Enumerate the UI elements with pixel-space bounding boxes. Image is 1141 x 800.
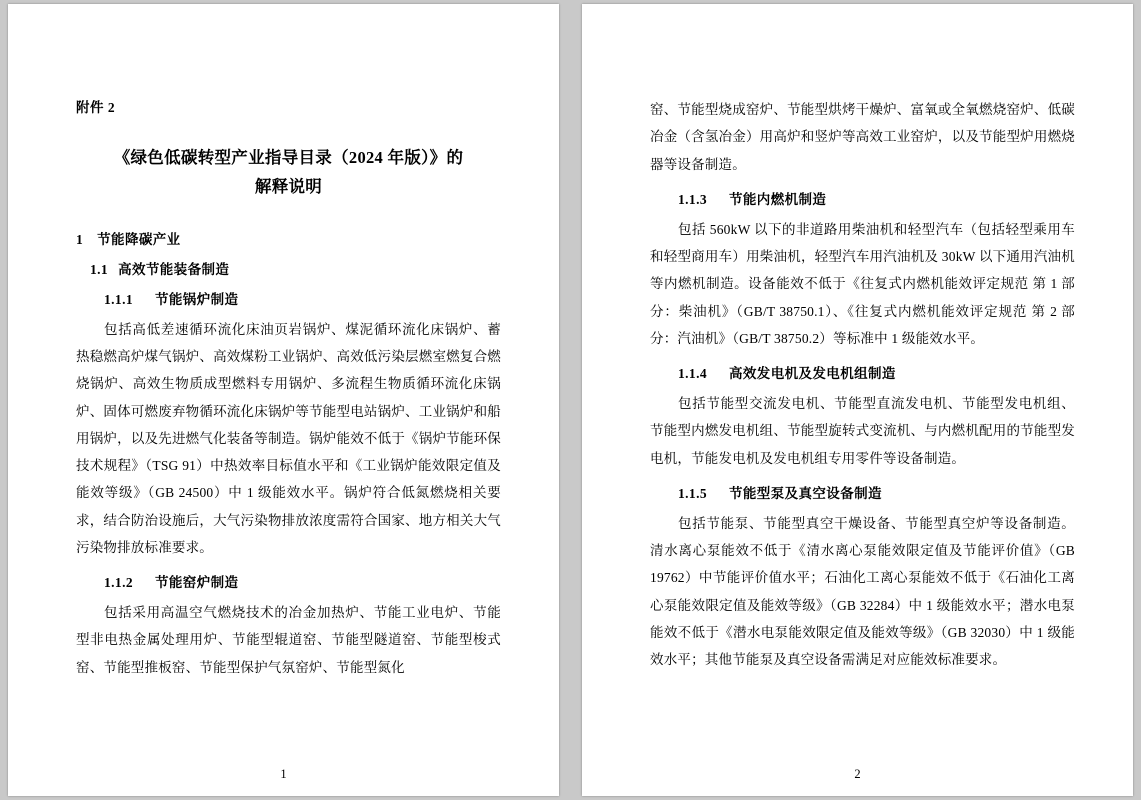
- heading-1-text: 节能降碳产业: [97, 231, 181, 247]
- document-page-2: [582, 4, 1133, 796]
- document-title-line-1: 《绿色低碳转型产业指导目录（2024 年版）》的: [113, 148, 464, 167]
- heading-3-number-112: 1.1.2: [104, 575, 133, 591]
- heading-level-3-112: [76, 571, 501, 591]
- paragraph-111: 包括高低差速循环流化床油页岩锅炉、煤泥循环流化床锅炉、蓄热稳燃高炉煤气锅炉、高效煤粉工业锅炉、高效低污染层燃室燃复合燃烧锅炉、高效生物质成型燃料专用锅炉、多流程生物质循环流化床锅炉、固体可燃废弃物循环流化床锅炉等节能型电站锅炉、工业锅炉和船用锅炉，以及先进燃气化装备等制造。锅炉能效不低于《锅炉节能环保技术规程》（TSG 91）中热效率目标值水平和《工业锅炉能效限定值及能效等级》（GB 24500）中 1 级能效水平。锅炉符合低氮燃烧相关要求，结合防治设施后，大气污染物排放浓度需符合国家、地方相关大气污染物排放标准要求。: [76, 321, 501, 555]
- heading-level-3-114: [650, 362, 1075, 382]
- heading-2-number: 1.1: [90, 261, 109, 277]
- page-2-number: 2: [854, 767, 861, 781]
- heading-3-text-113: 节能内燃机制造: [729, 191, 827, 207]
- paragraph-114: 包括节能型交流发电机、节能型直流发电机、节能型发电机组、节能型内燃发电机组、节能型旋转式变流机、与内燃机配用的节能型发电机，节能发电机及发电机组专用零件等设备制造。: [650, 396, 1075, 466]
- heading-1-number: 1: [76, 231, 84, 247]
- heading-3-number-114: 1.1.4: [678, 366, 707, 382]
- heading-2-text: 高效节能装备制造: [118, 261, 230, 277]
- heading-3-text-112: 节能窑炉制造: [155, 575, 239, 591]
- heading-3-text-115: 节能型泵及真空设备制造: [729, 485, 882, 501]
- page-1-number: 1: [280, 767, 287, 781]
- paragraph-112: 包括采用高温空气燃烧技术的冶金加热炉、节能工业电炉、节能型非电热金属处理用炉、节能型辊道窑、节能型隧道窑、节能型梭式窑、节能型推板窑、节能型保护气氛窑炉、节能型氮化: [76, 605, 501, 675]
- page-1-content: [76, 96, 501, 756]
- document-title-line-2: 解释说明: [254, 176, 323, 196]
- heading-level-3-115: [650, 482, 1075, 502]
- heading-3-text-114: 高效发电机及发电机组制造: [729, 366, 896, 382]
- paragraph-112-continued: 窑、节能型烧成窑炉、节能型烘烤干燥炉、富氧或全氧燃烧窑炉、低碳冶金（含氢冶金）用高炉和竖炉等高效工业窑炉，以及节能型炉用燃烧器等设备制造。: [650, 102, 1075, 172]
- heading-3-number-113: 1.1.3: [678, 191, 707, 207]
- heading-level-1: [76, 228, 501, 248]
- heading-3-number-115: 1.1.5: [678, 485, 707, 501]
- page-2-content: [650, 96, 1075, 756]
- paragraph-113: 包括 560kW 以下的非道路用柴油机和轻型汽车（包括轻型乘用车和轻型商用车）用柴油机，轻型汽车用汽油机及 30kW 以下通用汽油机等内燃机制造。设备能效不低于《往复式内燃机能效评定规范 第 1 部分：柴油机》（GB/T 38750.1）、《往复式内燃机能效评定规范 第 2 部分：汽油机》（GB/T 38750.2）等标准中 1 级能效水平。: [650, 221, 1075, 346]
- heading-level-3-113: [650, 188, 1075, 208]
- heading-3-text-111: 节能锅炉制造: [155, 291, 239, 307]
- document-page-1: [8, 4, 559, 796]
- heading-level-2: [76, 258, 501, 278]
- document-title: [76, 144, 501, 202]
- paragraph-115: 包括节能泵、节能型真空干燥设备、节能型真空炉等设备制造。清水离心泵能效不低于《清水离心泵能效限定值及节能评价值》（GB 19762）中节能评价值水平；石油化工离心泵能效不低于《石油化工离心泵能效限定值及能效等级》（GB 32284）中 1 级能效水平；潜水电泵能效不低于《潜水电泵能效限定值及能效等级》（GB 32030）中 1 级能效水平；其他节能泵及真空设备需满足对应能效标准要求。: [650, 515, 1075, 668]
- attachment-label: 附件 2: [76, 100, 116, 115]
- heading-level-3-111: [76, 288, 501, 308]
- heading-3-number-111: 1.1.1: [104, 291, 133, 307]
